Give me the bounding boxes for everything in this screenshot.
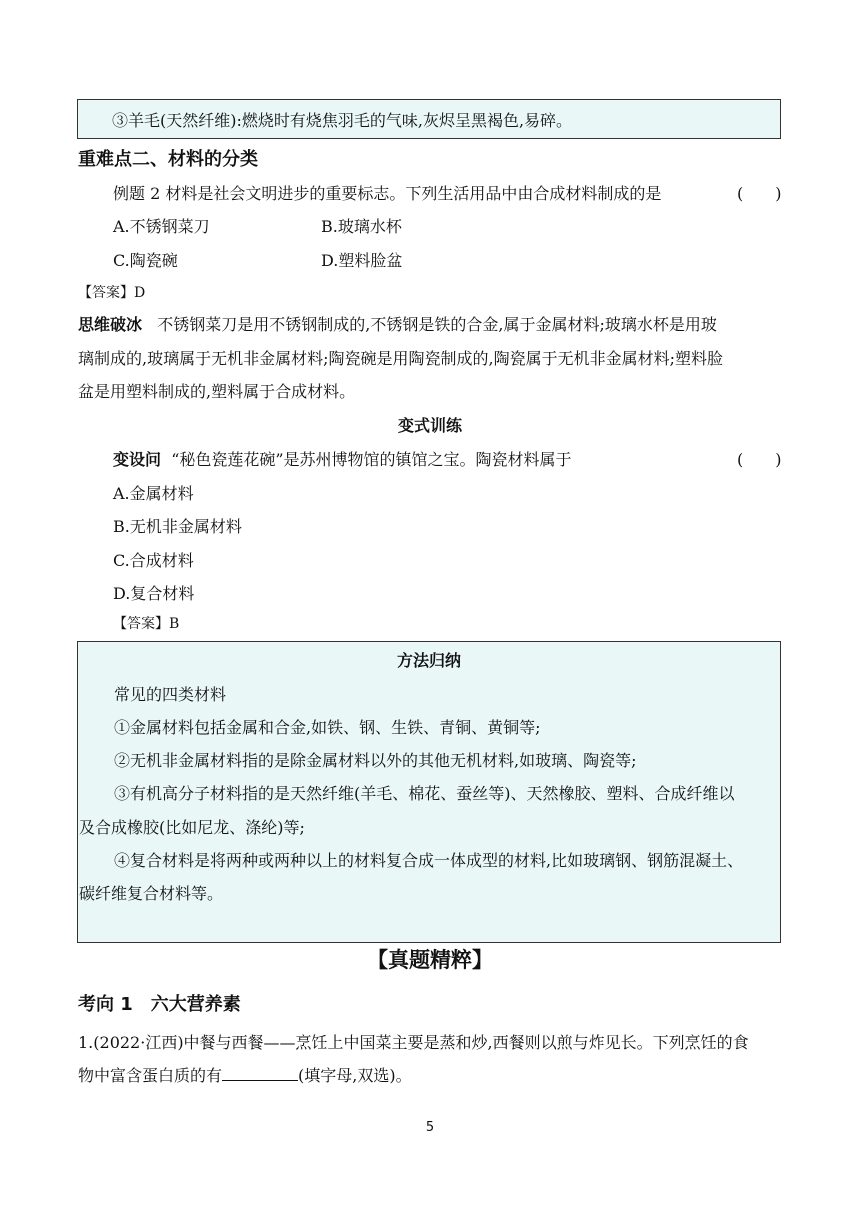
method-line-4: ③有机高分子材料指的是天然纤维(羊毛、棉花、蚕丝等)、天然橡胶、塑料、合成纤维以 — [114, 784, 735, 803]
answer-blank — [222, 1066, 298, 1081]
topic-heading: 考向 1 六大营养素 — [78, 994, 241, 1015]
question-1-text: 物中富含蛋白质的有 — [78, 1066, 223, 1085]
method-line-1: 常见的四类材料 — [114, 685, 227, 704]
analysis-label: 思维破冰 — [78, 315, 143, 334]
variant-option-a: A.金属材料 — [113, 484, 194, 503]
method-summary-box — [77, 641, 781, 943]
variant-option-c: C.合成材料 — [113, 551, 194, 570]
example-answer: 【答案】D — [78, 285, 146, 301]
question-1-line-2 — [78, 1063, 412, 1086]
variant-option-d: D.复合材料 — [113, 584, 195, 603]
analysis-line-2: 璃制成的,玻璃属于无机非金属材料;陶瓷碗是用陶瓷制成的,陶瓷属于无机非金属材料;塑料脸 — [78, 349, 723, 368]
option-d: D.塑料脸盆 — [321, 251, 403, 270]
example-question — [113, 181, 661, 204]
variant-title: 变式训练 — [397, 416, 462, 435]
option-b: B.玻璃水杯 — [321, 217, 402, 236]
method-title: 方法归纳 — [396, 651, 461, 670]
method-line-3: ②无机非金属材料指的是除金属材料以外的其他无机材料,如玻璃、陶瓷等; — [114, 751, 637, 770]
variant-label: 变设问 — [113, 450, 162, 469]
question-1-line-1: 1.(2022·江西)中餐与西餐——烹饪上中国菜主要是蒸和炒,西餐则以煎与炸见长。下列烹饪的食 — [78, 1033, 749, 1052]
example-text: 材料是社会文明进步的重要标志。下列生活用品中由合成材料制成的是 — [165, 184, 662, 203]
method-line-7: 碳纤维复合材料等。 — [79, 884, 224, 903]
method-line-6: ④复合材料是将两种或两种以上的材料复合成一体成型的材料,比如玻璃钢、钢筋混凝土、 — [114, 851, 744, 870]
example-label: 例题 2 — [113, 184, 161, 203]
top-note-box — [77, 99, 781, 139]
section-heading: 重难点二、材料的分类 — [78, 149, 258, 170]
option-c: C.陶瓷碗 — [113, 251, 178, 270]
analysis-line-1 — [78, 312, 717, 335]
analysis-text-1: 不锈钢菜刀是用不锈钢制成的,不锈钢是铁的合金,属于金属材料;玻璃水杯是用玻 — [157, 315, 717, 334]
real-exam-title: 【真题精粹】 — [367, 948, 493, 972]
example-answer-paren: ( ) — [737, 184, 782, 203]
variant-question — [113, 447, 572, 470]
question-1-instruction: (填字母,双选)。 — [298, 1066, 412, 1085]
option-a: A.不锈钢菜刀 — [113, 217, 210, 236]
variant-answer-paren: ( ) — [737, 450, 782, 469]
method-line-5: 及合成橡胶(比如尼龙、涤纶)等; — [79, 818, 305, 837]
variant-option-b: B.无机非金属材料 — [113, 517, 242, 536]
analysis-line-3: 盆是用塑料制成的,塑料属于合成材料。 — [78, 382, 356, 401]
variant-answer: 【答案】B — [113, 616, 180, 632]
method-line-2: ①金属材料包括金属和合金,如铁、钢、生铁、青铜、黄铜等; — [114, 718, 541, 737]
wool-note: ③羊毛(天然纤维):燃烧时有烧焦羽毛的气味,灰烬呈黑褐色,易碎。 — [112, 111, 573, 130]
variant-text: “秘色瓷莲花碗”是苏州博物馆的镇馆之宝。陶瓷材料属于 — [171, 450, 572, 469]
page-number: 5 — [425, 1120, 435, 1135]
